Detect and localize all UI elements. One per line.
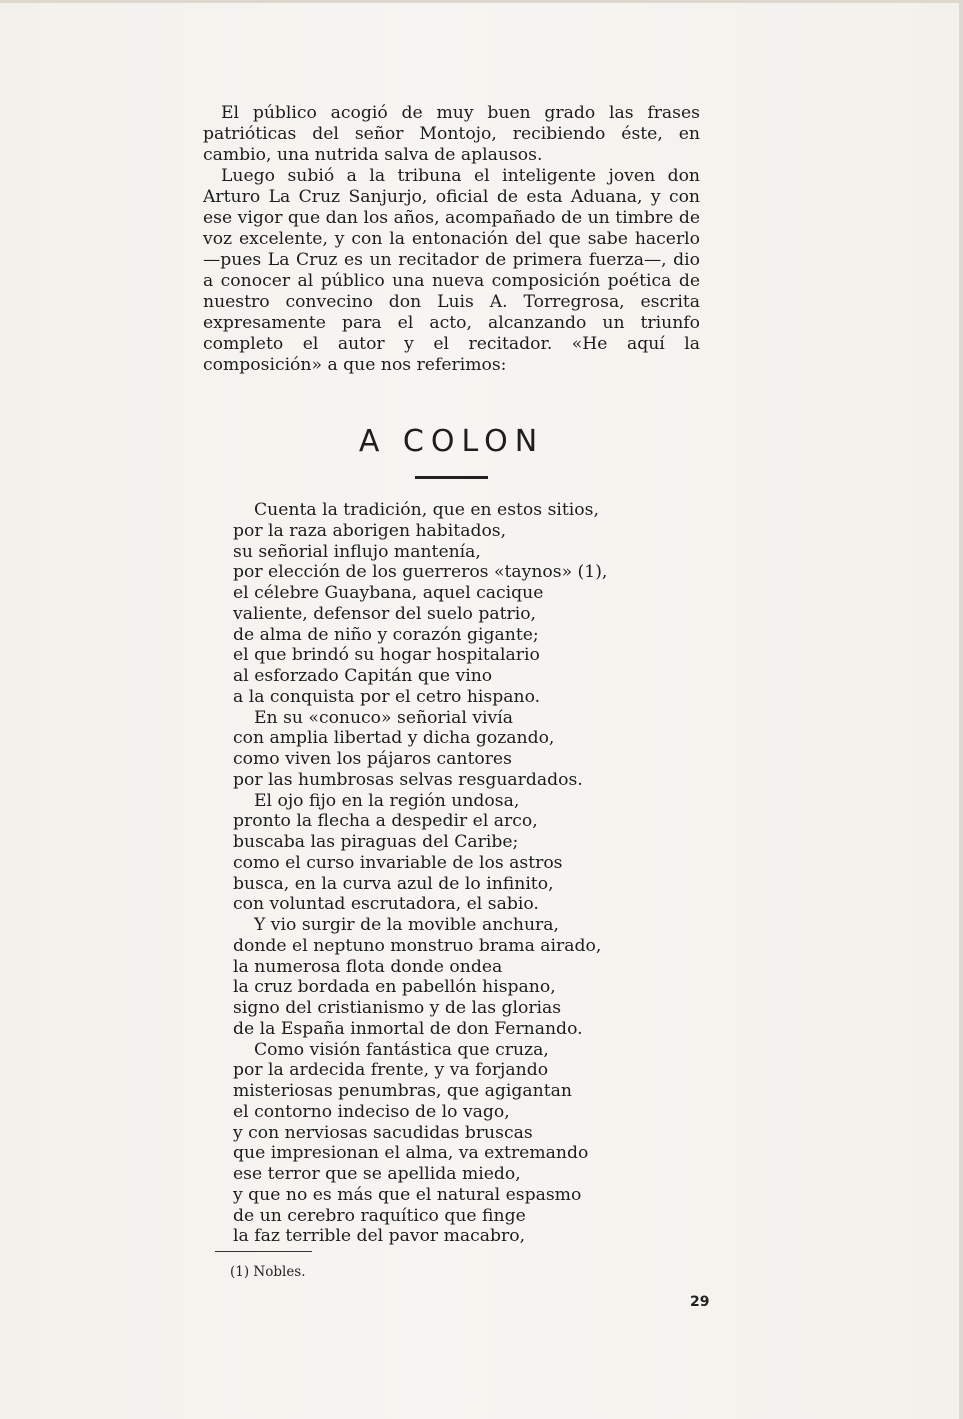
poem-line: como el curso invariable de los astros xyxy=(233,852,563,873)
poem-line: como viven los pájaros cantores xyxy=(233,749,512,769)
poem-line: y con nerviosas sacudidas bruscas xyxy=(233,1122,533,1143)
poem-line: su señorial influjo mantenía, xyxy=(233,541,481,562)
poem-line: con amplia libertad y dicha gozando, xyxy=(233,728,555,749)
poem-line: misteriosas penumbras, que agigantan xyxy=(233,1081,572,1101)
poem-line: Y vio surgir de la movible anchura, xyxy=(254,915,559,935)
poem-line: el célebre Guaybana, aquel cacique xyxy=(233,583,544,603)
poem-line: valiente, defensor del suelo patrio, xyxy=(233,603,537,624)
poem-line: el que brindó su hogar hospitalario xyxy=(233,645,540,666)
page-number: 29 xyxy=(690,1294,710,1310)
page-top-edge xyxy=(0,0,963,3)
poem-line: por elección de los guerreros «taynos» (1), xyxy=(233,562,608,583)
poem-line: El ojo fijo en la región undosa, xyxy=(254,790,520,811)
poem-line: la cruz bordada en pabellón hispano, xyxy=(233,977,556,998)
poem-line: con voluntad escrutadora, el sabio. xyxy=(233,894,539,915)
poem-line: donde el neptuno monstruo brama airado, xyxy=(233,935,602,956)
footnote: (1) Nobles. xyxy=(230,1264,306,1280)
poem-line: de alma de niño y corazón gigante; xyxy=(233,624,539,645)
poem-line: busca, en la curva azul de lo infinito, xyxy=(233,873,554,894)
poem-line: pronto la flecha a despedir el arco, xyxy=(233,811,538,832)
poem-line: por la ardecida frente, y va forjando xyxy=(233,1060,549,1081)
poem-line: la numerosa flota donde ondea xyxy=(233,956,503,977)
poem-line: buscaba las piraguas del Caribe; xyxy=(233,832,519,852)
poem-line: a la conquista por el cetro hispano. xyxy=(233,686,541,707)
footnote-rule xyxy=(215,1251,312,1252)
poem-line: signo del cristianismo y de las glorias xyxy=(233,998,562,1018)
intro-paragraph-1: El público acogió de muy buen grado las frases patrióticas del señor Montojo, recibiendo éste, en cambio, una nutrida salva de aplausos. xyxy=(203,103,700,165)
poem-line: de la España inmortal de don Fernando. xyxy=(233,1018,583,1039)
poem-line: y que no es más que el natural espasmo xyxy=(233,1184,582,1205)
poem-line: la faz terrible del pavor macabro, xyxy=(233,1226,526,1247)
poem-line: En su «conuco» señorial vivía xyxy=(254,707,514,728)
poem-line: por la raza aborigen habitados, xyxy=(233,520,507,541)
poem-line: Como visión fantástica que cruza, xyxy=(254,1039,549,1060)
title-underline xyxy=(415,476,488,479)
page-right-edge xyxy=(959,0,963,1419)
poem-line: por las humbrosas selvas resguardados. xyxy=(233,769,583,790)
poem-title: A COLON xyxy=(358,424,545,459)
poem-line: de un cerebro raquítico que finge xyxy=(233,1205,526,1226)
poem-line: al esforzado Capitán que vino xyxy=(233,666,493,686)
intro-text xyxy=(203,103,700,376)
poem-body xyxy=(233,500,653,1247)
poem-line: ese terror que se apellida miedo, xyxy=(233,1164,521,1184)
intro-paragraph-2: Luego subió a la tribuna el inteligente joven don Arturo La Cruz Sanjurjo, oficial de esta Aduana, y con ese vigor que dan los años, acompañado de un timbre de voz excelente, y con la entonación del que sabe hacerlo —pues La Cruz es un recitador de primera fuerza—, dio a conocer al público una nueva composición poética de nuestro convecino don Luis A. Torregrosa, escrita expresamente para el acto, alcanzando un triunfo completo el autor y el recitador. «He aquí la composición» a que nos referimos: xyxy=(203,166,700,375)
poem-line: Cuenta la tradición, que en estos sitios, xyxy=(254,500,599,520)
poem-line: el contorno indeciso de lo vago, xyxy=(233,1101,510,1122)
poem-line: que impresionan el alma, va extremando xyxy=(233,1143,589,1164)
